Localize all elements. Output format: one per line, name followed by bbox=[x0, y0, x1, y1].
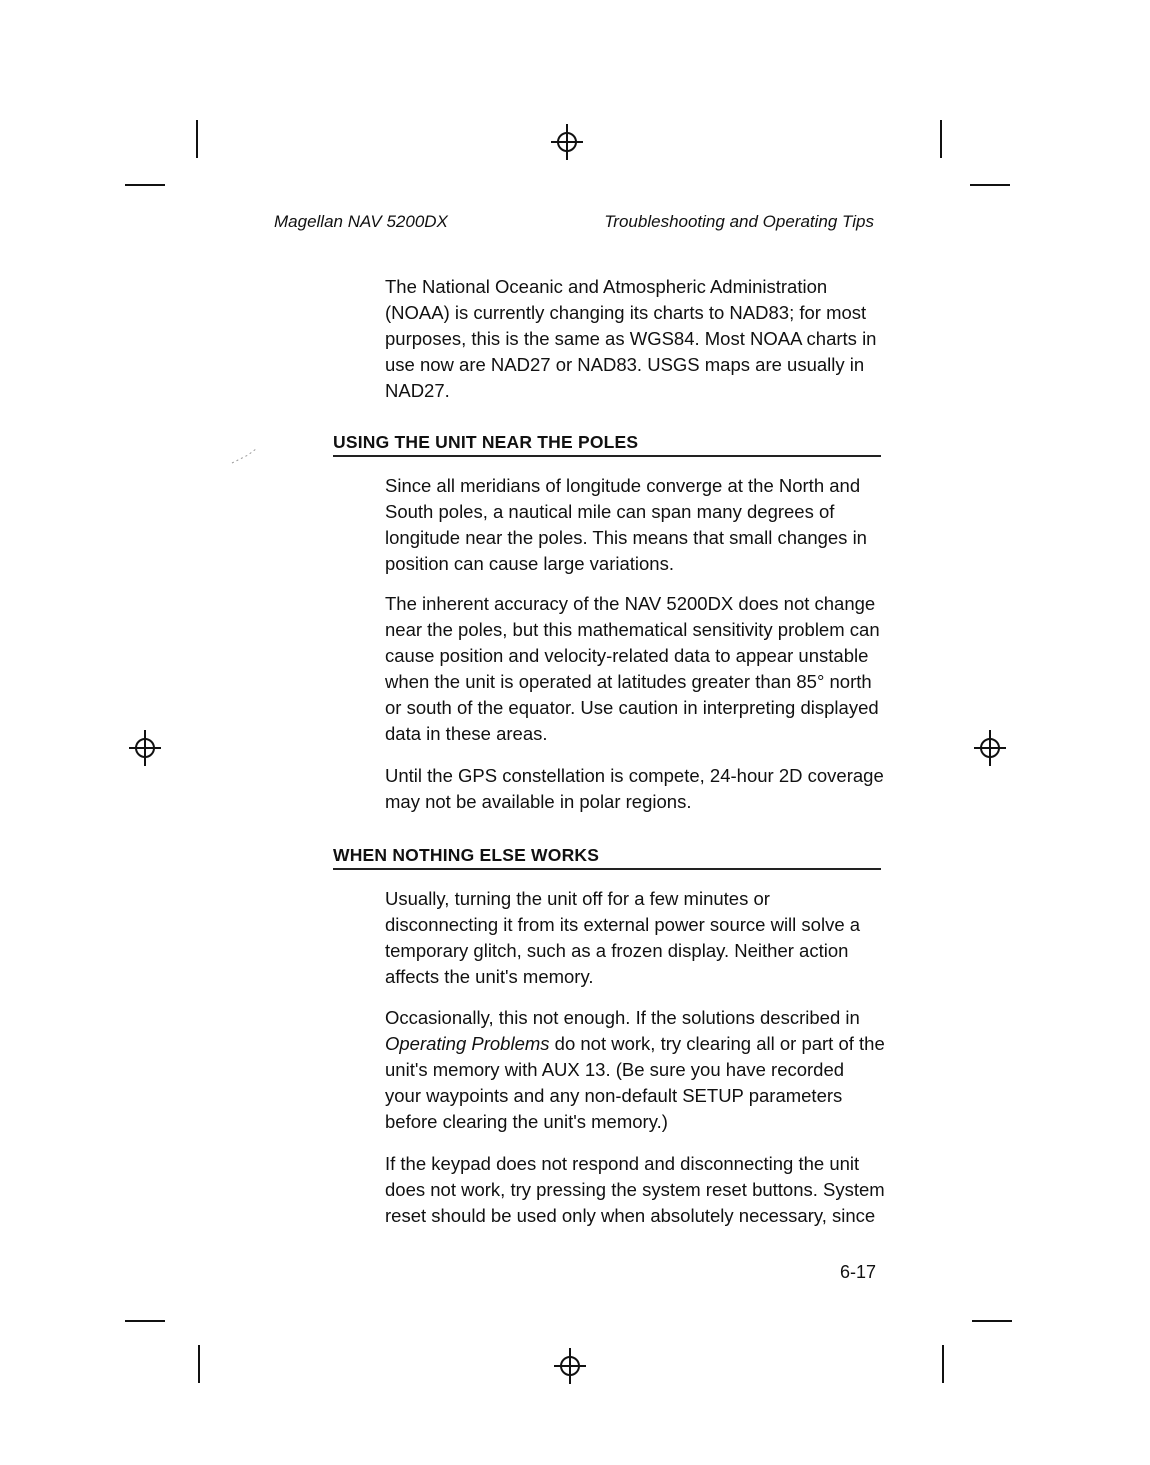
paragraph-2-text-after: do not work, try clearing all or part of the unit's memory with AUX 13. (Be sure you have recorded your waypoints and any non-default SETUP parameters before clearing the unit's memory.) bbox=[385, 1033, 885, 1132]
intro-paragraph: The National Oceanic and Atmospheric Administration (NOAA) is currently changing its charts to NAD83; for most purposes, this is the same as WGS84. Most NOAA charts in use now are NAD27 or NAD83. USGS maps are usually in NAD27. bbox=[385, 276, 877, 401]
crop-mark-top-left bbox=[196, 120, 198, 158]
nothing-works-paragraph-1: Usually, turning the unit off for a few minutes or disconnecting it from its external power source will solve a temporary glitch, such as a frozen display. Neither action affects the unit's memory. bbox=[385, 888, 861, 987]
crop-mark-bottom-right-horizontal bbox=[972, 1320, 1012, 1322]
registration-mark-left bbox=[125, 728, 165, 768]
poles-paragraph-1: Since all meridians of longitude converge at the North and South poles, a nautical mile can span many degrees of longitude near the poles. This means that small changes in position can cause large variations. bbox=[385, 475, 867, 574]
section-heading-nothing-works: WHEN NOTHING ELSE WORKS bbox=[333, 845, 881, 870]
header-chapter-title: Troubleshooting and Operating Tips bbox=[604, 212, 874, 231]
nothing-works-paragraph-2 bbox=[385, 1005, 885, 1135]
scan-speck bbox=[230, 445, 260, 465]
running-header bbox=[274, 212, 874, 236]
crop-mark-bottom-left-horizontal bbox=[125, 1320, 165, 1322]
header-book-title: Magellan NAV 5200DX bbox=[274, 212, 448, 231]
registration-mark-top bbox=[547, 122, 587, 162]
operating-problems-reference: Operating Problems bbox=[385, 1033, 550, 1054]
crop-mark-bottom-left bbox=[198, 1345, 200, 1383]
registration-mark-bottom bbox=[550, 1346, 590, 1386]
crop-mark-top-right-horizontal bbox=[970, 184, 1010, 186]
poles-paragraph-2: The inherent accuracy of the NAV 5200DX does not change near the poles, but this mathematical sensitivity problem can cause position and velocity-related data to appear unstable when the unit is operated at latitudes greater than 85° north or south of the equator. Use caution in interpreting displayed data in these areas. bbox=[385, 593, 880, 744]
poles-paragraph-3: Until the GPS constellation is compete, 24-hour 2D coverage may not be available in polar regions. bbox=[385, 765, 884, 812]
nothing-works-paragraph-3: If the keypad does not respond and disconnecting the unit does not work, try pressing the system reset buttons. System reset should be used only when absolutely necessary, since bbox=[385, 1153, 885, 1226]
registration-mark-right bbox=[970, 728, 1010, 768]
crop-mark-top-left-horizontal bbox=[125, 184, 165, 186]
page-number: 6-17 bbox=[839, 1262, 876, 1282]
crop-mark-bottom-right bbox=[942, 1345, 944, 1383]
paragraph-2-text-before: Occasionally, this not enough. If the solutions described in bbox=[385, 1007, 860, 1028]
crop-mark-top-right bbox=[940, 120, 942, 158]
section-heading-poles: USING THE UNIT NEAR THE POLES bbox=[333, 432, 881, 457]
